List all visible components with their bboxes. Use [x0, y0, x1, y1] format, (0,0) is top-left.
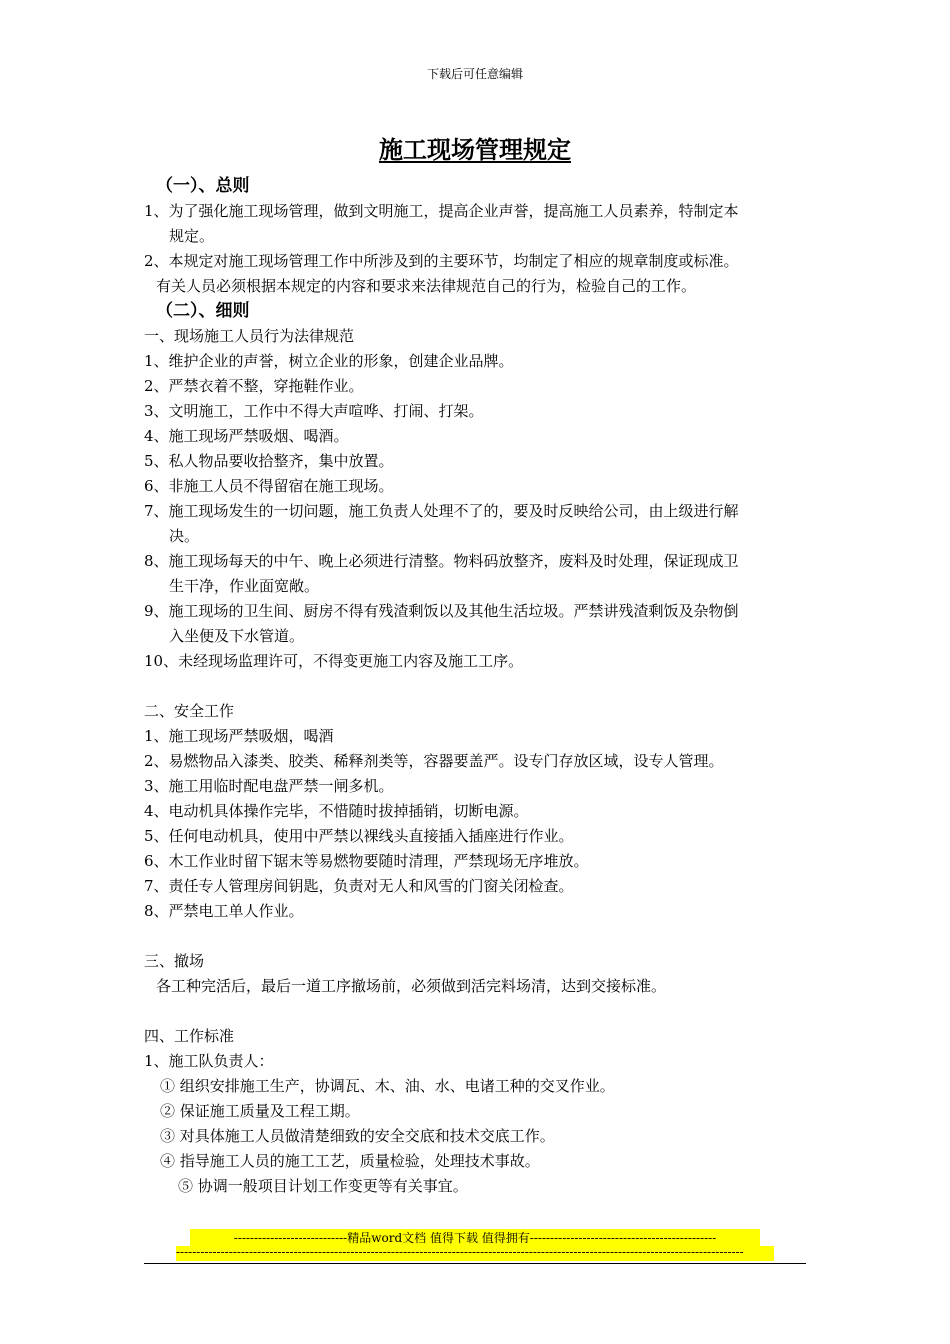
behavior-item: 8、施工现场每天的中午、晚上必须进行清整。物料码放整齐，废料及时处理，保证现成卫 [144, 552, 739, 570]
general-item-2: 2、本规定对施工现场管理工作中所涉及到的主要环节，均制定了相应的规章制度或标准。 [144, 252, 739, 270]
standards-subitem: ② 保证施工质量及工程工期。 [160, 1102, 360, 1120]
footer-rule [144, 1263, 806, 1264]
footer-banner: ----------------------------精品word文档 值得下载 值得拥有---------------------------------------------- [190, 1229, 760, 1247]
safety-item: 4、电动机具体操作完毕，不惜随时拔掉插销，切断电源。 [144, 802, 529, 820]
footer-dash-line: -------------------------------------------------------------------------------------------------------------------------------------------- [176, 1246, 774, 1261]
behavior-item: 4、施工现场严禁吸烟、喝酒。 [144, 427, 349, 445]
behavior-item-cont: 生干净，作业面宽敞。 [169, 577, 320, 595]
behavior-item: 3、文明施工，工作中不得大声喧哗、打闹、打架。 [144, 402, 484, 420]
safety-item: 6、木工作业时留下锯末等易燃物要随时清理，严禁现场无序堆放。 [144, 852, 589, 870]
subsection-heading-standards: 四、工作标准 [144, 1027, 235, 1045]
behavior-item-cont: 入坐便及下水管道。 [169, 627, 305, 645]
standards-subitem: ④ 指导施工人员的施工工艺，质量检验，处理技术事故。 [160, 1152, 540, 1170]
behavior-item-cont: 决。 [169, 527, 200, 545]
section-heading-general: （一）、总则 [156, 176, 250, 196]
blank-line [144, 924, 810, 949]
standards-subitem: ① 组织安排施工生产，协调瓦、木、油、水、电诸工种的交叉作业。 [160, 1077, 615, 1095]
withdraw-text: 各工种完活后，最后一道工序撤场前，必须做到活完料场清，达到交接标准。 [156, 977, 667, 995]
safety-item: 2、易燃物品入漆类、胶类、稀释剂类等，容器要盖严。设专门存放区域，设专人管理。 [144, 752, 724, 770]
document-body [144, 174, 810, 1199]
general-item-2-cont: 有关人员必须根据本规定的内容和要求来法律规范自己的行为，检验自己的工作。 [156, 277, 697, 295]
general-item-1: 1、为了强化施工现场管理，做到文明施工，提高企业声誉，提高施工人员素养，特制定本 [144, 202, 739, 220]
standards-subitem: ⑤ 协调一般项目计划工作变更等有关事宜。 [178, 1177, 468, 1195]
safety-item: 7、责任专人管理房间钥匙，负责对无人和风雪的门窗关闭检查。 [144, 877, 574, 895]
safety-item: 8、严禁电工单人作业。 [144, 902, 304, 920]
standards-subitem: ③ 对具体施工人员做清楚细致的安全交底和技术交底工作。 [160, 1127, 555, 1145]
subsection-heading-behavior: 一、现场施工人员行为法律规范 [144, 327, 355, 345]
subsection-heading-withdraw: 三、撤场 [144, 952, 205, 970]
general-item-1-cont: 规定。 [169, 227, 215, 245]
blank-line [144, 674, 810, 699]
standards-item: 1、施工队负责人： [144, 1052, 274, 1070]
behavior-item: 1、维护企业的声誉，树立企业的形象，创建企业品牌。 [144, 352, 514, 370]
blank-line [144, 999, 810, 1024]
behavior-item: 7、施工现场发生的一切问题，施工负责人处理不了的，要及时反映给公司，由上级进行解 [144, 502, 739, 520]
safety-item: 3、施工用临时配电盘严禁一闸多机。 [144, 777, 394, 795]
behavior-item: 10、未经现场监理许可，不得变更施工内容及施工工序。 [144, 652, 524, 670]
safety-item: 1、施工现场严禁吸烟，喝酒 [144, 727, 334, 745]
safety-item: 5、任何电动机具，使用中严禁以裸线头直接插入插座进行作业。 [144, 827, 574, 845]
header-note: 下载后可任意编辑 [426, 67, 523, 81]
document-title: 施工现场管理规定 [379, 135, 571, 164]
behavior-item: 5、私人物品要收拾整齐，集中放置。 [144, 452, 394, 470]
behavior-item: 9、施工现场的卫生间、厨房不得有残渣剩饭以及其他生活垃圾。严禁讲残渣剩饭及杂物倒 [144, 602, 739, 620]
behavior-item: 6、非施工人员不得留宿在施工现场。 [144, 477, 394, 495]
section-heading-details: （二）、细则 [156, 301, 250, 321]
subsection-heading-safety: 二、安全工作 [144, 702, 235, 720]
behavior-item: 2、严禁衣着不整，穿拖鞋作业。 [144, 377, 364, 395]
